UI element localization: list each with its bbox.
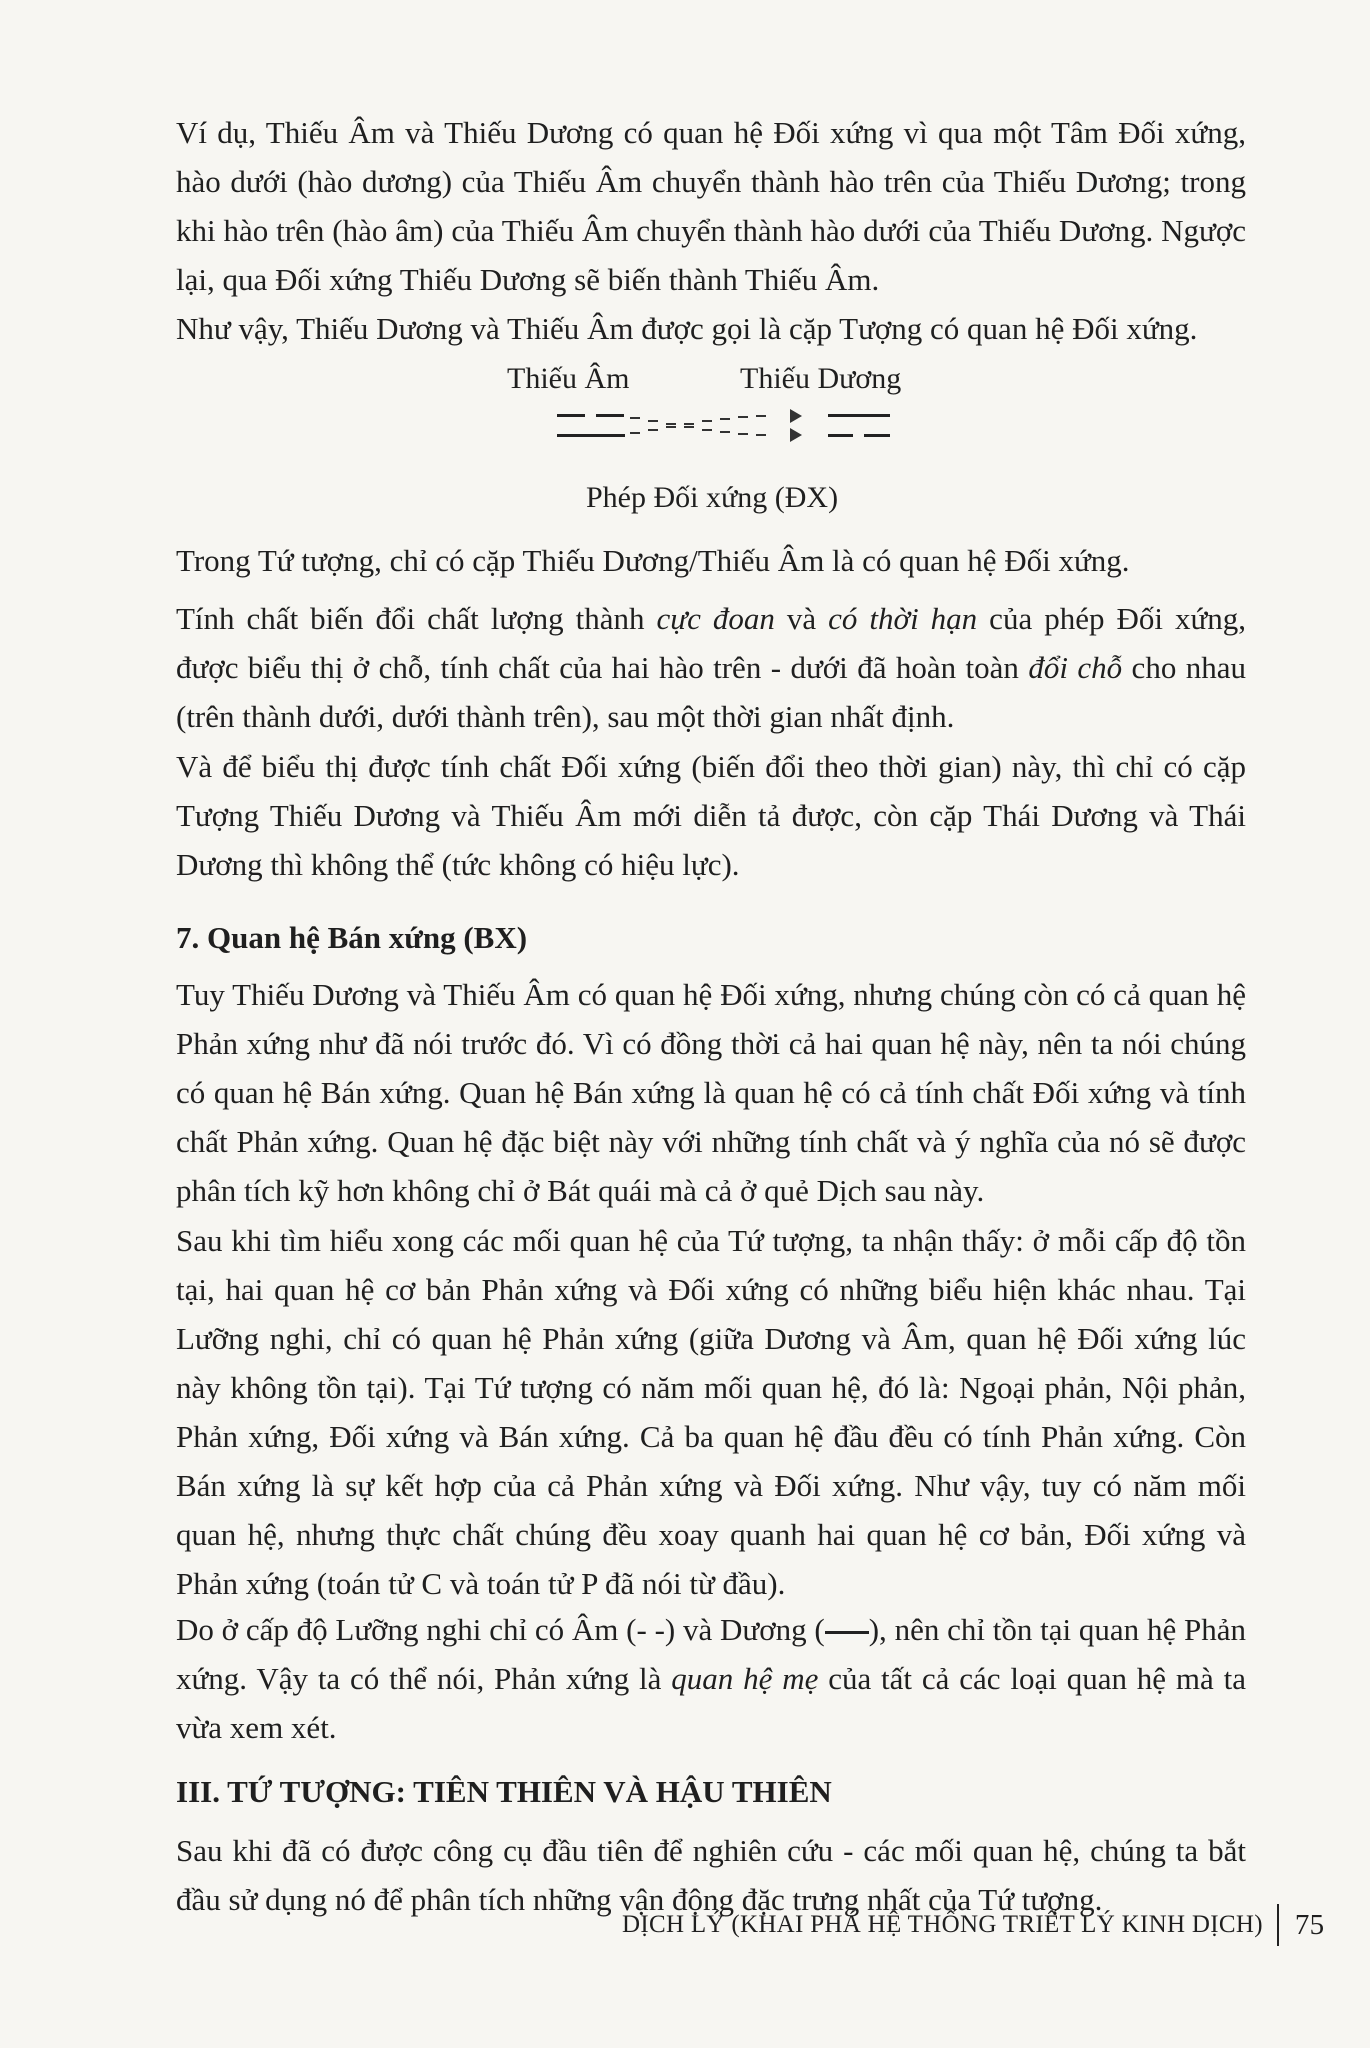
paragraph-text: Và để biểu thị được tính chất Đối xứng (biến đổi theo thời gian) này, thì chỉ có cặp Tượng Thiếu Dương và Thiếu Âm mới diễn tả được, còn cặp Thái Dương và Thái Dương thì không thể (tức không có hiệu lực). (176, 749, 1246, 882)
emphasis-text: có thời hạn (828, 601, 978, 636)
footer-book-title: DỊCH LÝ (KHAI PHÁ HỆ THỐNG TRIẾT LÝ KINH DỊCH) (622, 1911, 1263, 1938)
yin-line-left-segment (828, 434, 853, 437)
paragraph-text: ), nên chỉ tồn tại quan hệ Phản xứng. Vậy ta có thể nói, Phản xứng là (176, 1612, 1246, 1696)
arrow-dash (666, 426, 676, 428)
paragraph-text: của tất cả các loại quan hệ mà ta vừa xem xét. (176, 1661, 1246, 1745)
yang-line (828, 414, 890, 417)
yang-line (557, 434, 625, 437)
arrow-dash (738, 433, 748, 435)
paragraph-text: cho nhau (trên thành dưới, dưới thành trên), sau một thời gian nhất định. (176, 650, 1246, 734)
arrow-dash (630, 417, 640, 419)
footer-divider (1277, 1904, 1279, 1946)
paragraph-mother-relation (176, 1605, 1246, 1752)
paragraph-expression (176, 742, 1246, 889)
paragraph-text: Do ở cấp độ Lưỡng nghi chỉ có Âm (- -) và Dương ( (176, 1612, 825, 1647)
paragraph-text: Tuy Thiếu Dương và Thiếu Âm có quan hệ Đối xứng, nhưng chúng còn có cả quan hệ Phản xứng như đã nói trước đó. Vì có đồng thời cả hai quan hệ này, nên ta nói chúng có quan hệ Bán xứng. Quan hệ Bán xứng là quan hệ có cả tính chất Đối xứng và tính chất Phản xứng. Quan hệ đặc biệt này với những tính chất và ý nghĩa của nó sẽ được phân tích kỹ hơn không chỉ ở Bát quái mà cả ở quẻ Dịch sau này. (176, 977, 1246, 1208)
yin-line-right-segment (596, 414, 624, 417)
arrowhead-upper (790, 409, 802, 423)
emphasis-text: cực đoan (656, 601, 775, 636)
paragraph-text: Sau khi đã có được công cụ đầu tiên để nghiên cứu - các mối quan hệ, chúng ta bắt đầu sử dụng nó để phân tích những vận động đặc trưng nhất của Tứ tượng. (176, 1833, 1246, 1917)
paragraph-text: và (774, 601, 829, 636)
page-footer (622, 1904, 1324, 1946)
yin-line-left-segment (557, 414, 585, 417)
paragraph-four-images (176, 536, 1246, 585)
diagram-label-thieu-duong: Thiếu Dương (740, 362, 902, 395)
paragraph-text: của phép Đối xứng, được biểu thị ở chỗ, tính chất của hai hào trên - dưới đã hoàn toàn (176, 601, 1247, 685)
arrow-dash (666, 423, 676, 425)
section-heading-four-images: III. TỨ TƯỢNG: TIÊN THIÊN VÀ HẬU THIÊN (176, 1774, 832, 1809)
page-number: 75 (1294, 1908, 1325, 1941)
section-heading-semi-symmetry: 7. Quan hệ Bán xứng (BX) (176, 920, 528, 955)
arrow-dash (684, 426, 694, 428)
arrow-dash (648, 429, 658, 431)
diagram-label-thieu-am: Thiếu Âm (507, 362, 630, 395)
yin-line-right-segment (864, 434, 890, 437)
arrow-dash (756, 434, 766, 436)
paragraph-example-symmetry (176, 108, 1246, 304)
arrow-dash (630, 432, 640, 434)
emphasis-text: đổi chỗ (1028, 650, 1123, 685)
yang-line-inline-icon (825, 1631, 869, 1634)
arrow-dash (648, 420, 658, 422)
paragraph-text: Như vậy, Thiếu Dương và Thiếu Âm được gọi là cặp Tượng có quan hệ Đối xứng. (176, 311, 1198, 346)
paragraph-transformation (176, 594, 1246, 741)
arrow-dash (756, 415, 766, 417)
emphasis-text: quan hệ mẹ (671, 1661, 819, 1696)
arrow-dash (720, 418, 730, 420)
paragraph-summary (176, 304, 1246, 353)
arrow-dash (738, 416, 748, 418)
paragraph-text: Ví dụ, Thiếu Âm và Thiếu Dương có quan hệ Đối xứng vì qua một Tâm Đối xứng, hào dưới (hào dương) của Thiếu Âm chuyển thành hào trên của Thiếu Dương; trong khi hào trên (hào âm) của Thiếu Âm chuyển thành hào dưới của Thiếu Dương. Ngược lại, qua Đối xứng Thiếu Dương sẽ biến thành Thiếu Âm. (176, 115, 1246, 297)
arrow-dash (720, 431, 730, 433)
paragraph-relations-summary (176, 1216, 1246, 1608)
arrow-dash (702, 429, 712, 431)
arrow-dash (702, 420, 712, 422)
paragraph-text: Tính chất biến đổi chất lượng thành (176, 601, 657, 636)
arrowhead-lower (790, 428, 802, 442)
paragraph-text: Trong Tứ tượng, chỉ có cặp Thiếu Dương/Thiếu Âm là có quan hệ Đối xứng. (176, 543, 1130, 578)
diagram-caption: Phép Đối xứng (ĐX) (586, 481, 839, 514)
paragraph-semi-symmetry (176, 970, 1246, 1215)
paragraph-text: Sau khi tìm hiểu xong các mối quan hệ của Tứ tượng, ta nhận thấy: ở mỗi cấp độ tồn tại, hai quan hệ cơ bản Phản xứng và Đối xứng có những biểu hiện khác nhau. Tại Lưỡng nghi, chỉ có quan hệ Phản xứng (giữa Dương và Âm, quan hệ Đối xứng lúc này không tồn tại). Tại Tứ tượng có năm mối quan hệ, đó là: Ngoại phản, Nội phản, Phản xứng, Đối xứng và Bán xứng. Cả ba quan hệ đầu đều có tính Phản xứng. Còn Bán xứng là sự kết hợp của cả Phản xứng và Đối xứng. Như vậy, tuy có năm mối quan hệ, nhưng thực chất chúng đều xoay quanh hai quan hệ cơ bản, Đối xứng và Phản xứng (toán tử C và toán tử P đã nói từ đầu). (176, 1223, 1246, 1601)
arrow-dash (684, 423, 694, 425)
